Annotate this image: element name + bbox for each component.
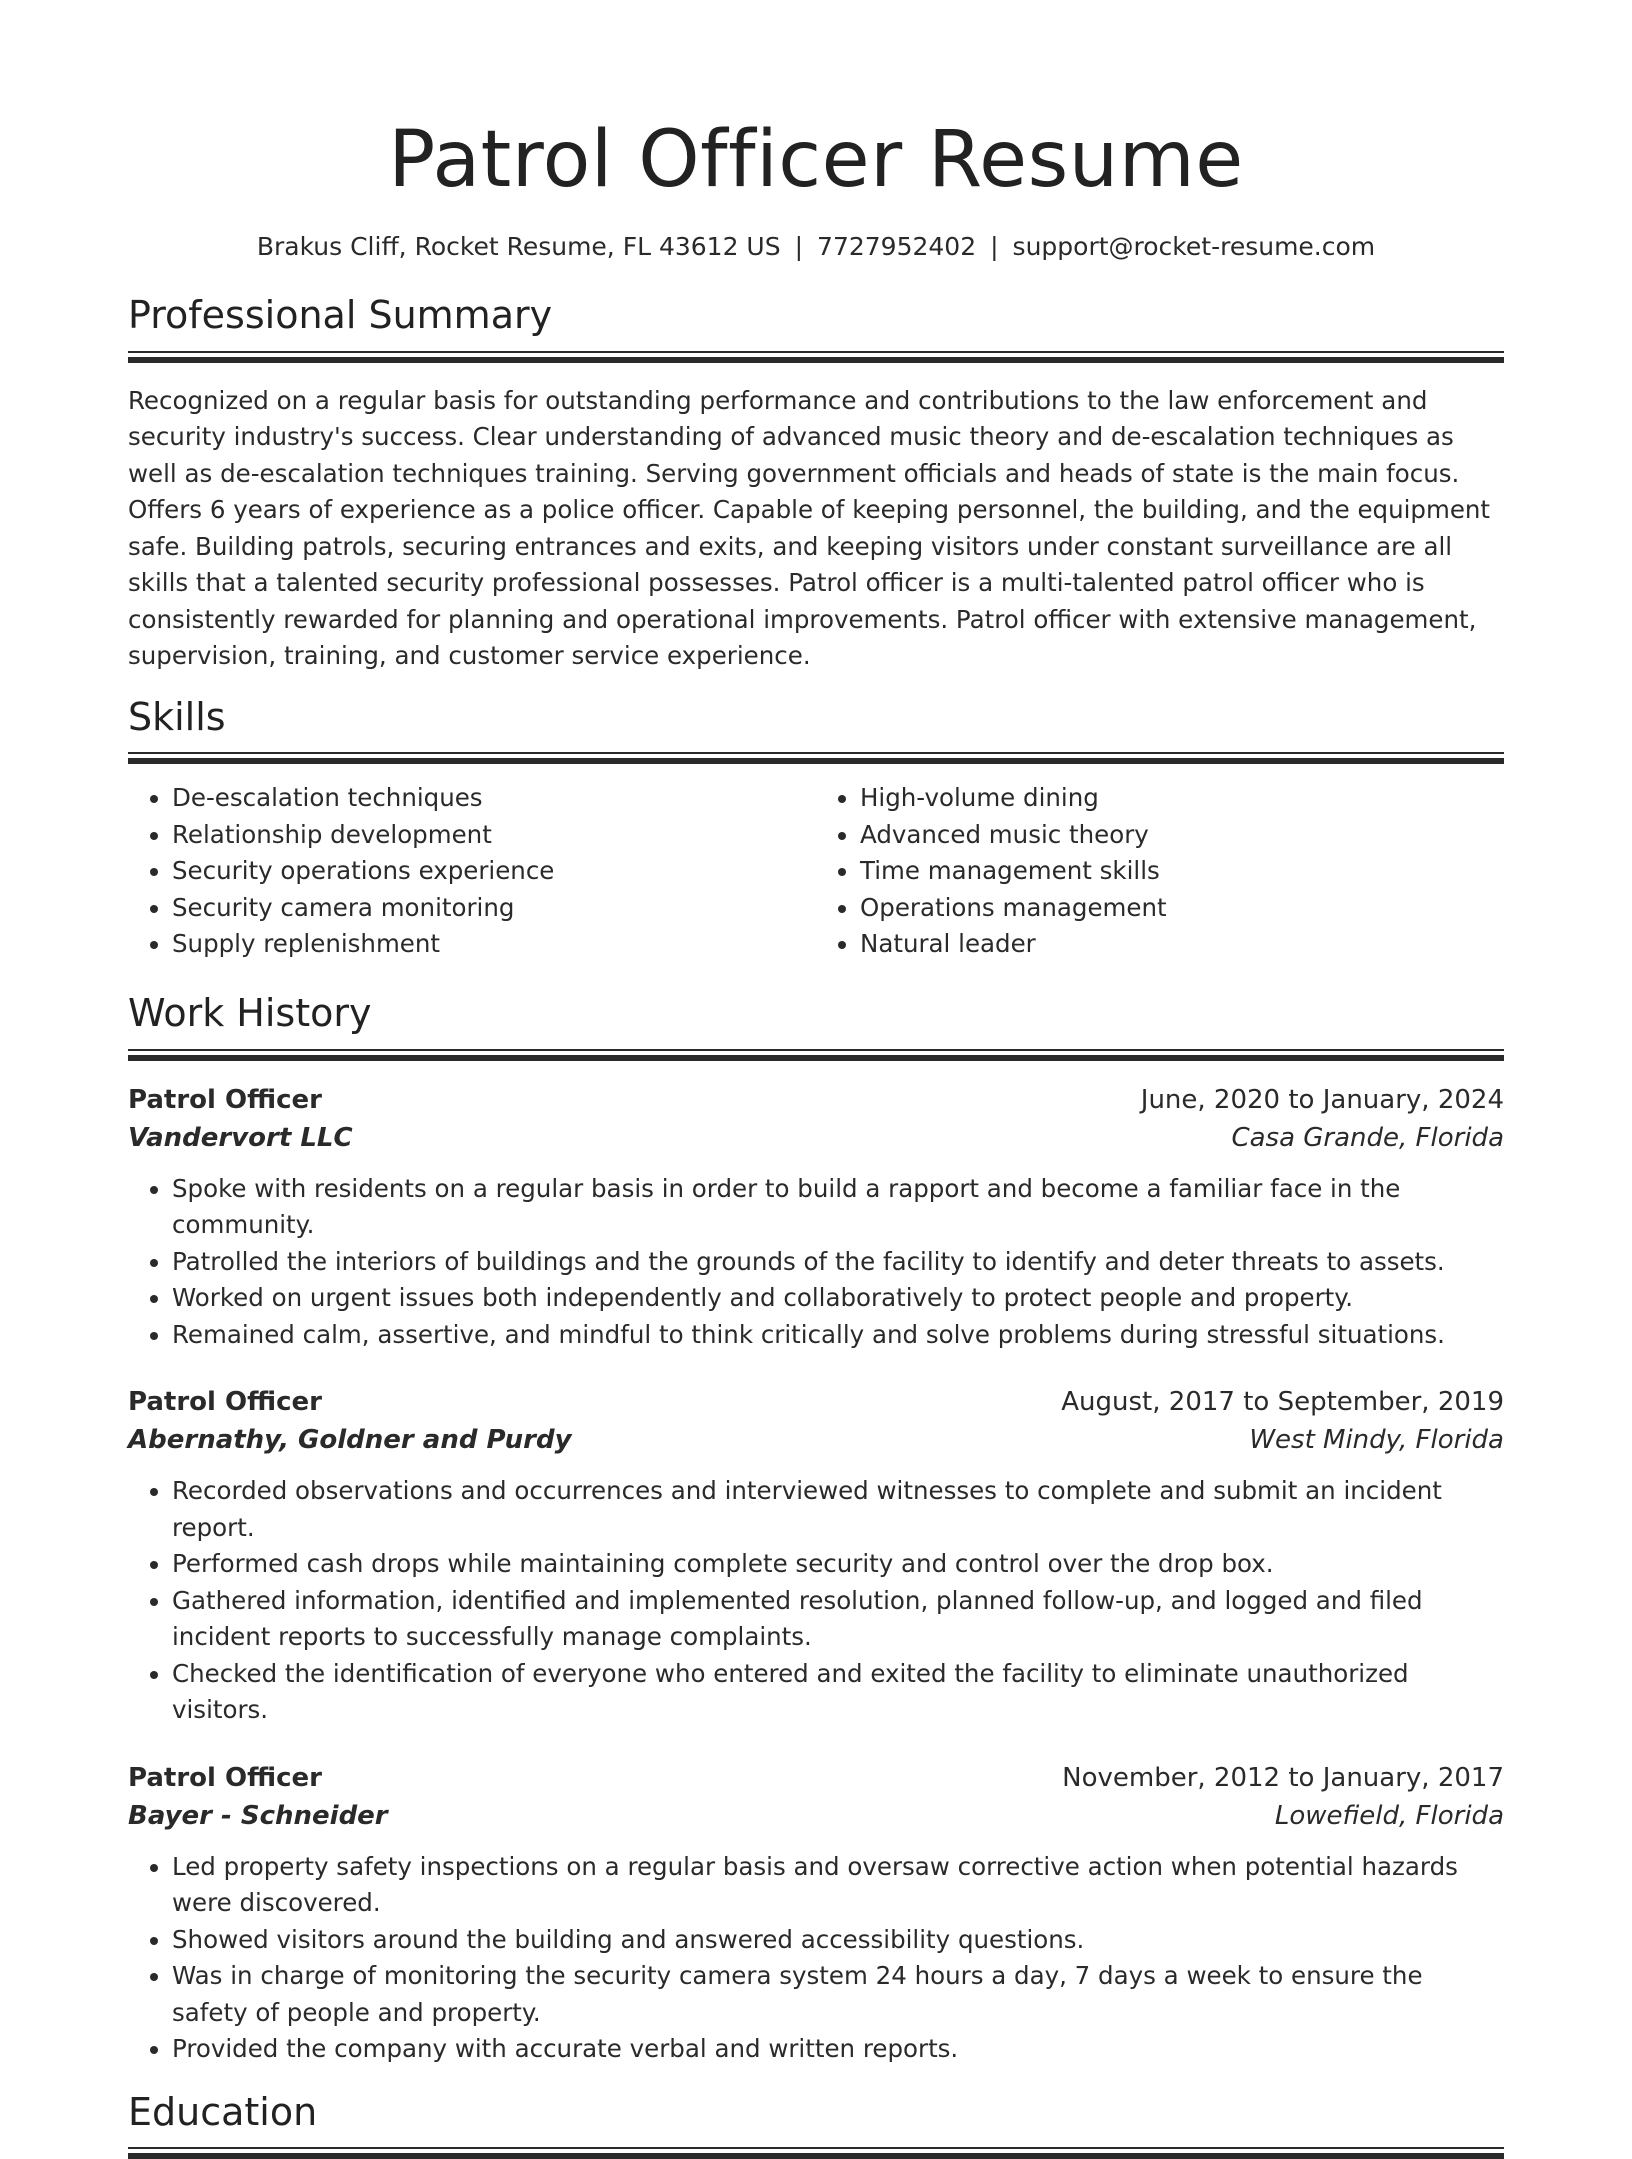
job-bullet: • Remained calm, assertive, and mindful to think critically and solve problems during stressful situations. (172, 1317, 1504, 1354)
job-bullets (128, 1473, 1504, 1729)
job-title: Patrol Officer (128, 1084, 322, 1115)
job-entry (128, 1383, 1504, 1729)
job-bullet: • Showed visitors around the building and answered accessibility questions. (172, 1922, 1504, 1959)
job-entry (128, 1759, 1504, 2068)
skills-section (128, 694, 1504, 963)
skills-heading: Skills (128, 694, 226, 739)
job-bullets (128, 1171, 1504, 1354)
section-divider (128, 351, 1504, 361)
work-history-section (128, 990, 1504, 2068)
skill-item: • Advanced music theory (860, 817, 1504, 854)
job-bullets (128, 1849, 1504, 2068)
contact-separator: | (794, 231, 804, 261)
skill-item: • Relationship development (172, 817, 816, 854)
job-dates: August, 2017 to September, 2019 (1061, 1387, 1504, 1418)
job-bullet: • Patrolled the interiors of buildings and the grounds of the facility to identify and deter threats to assets. (172, 1244, 1504, 1281)
job-title: Patrol Officer (128, 1387, 322, 1418)
job-location: West Mindy, Florida (1249, 1425, 1504, 1456)
contact-separator: | (990, 231, 999, 261)
skills-column-left (128, 780, 816, 963)
job-dates: June, 2020 to January, 2024 (1140, 1084, 1504, 1115)
skill-item: • Operations management (860, 890, 1504, 927)
job-title: Patrol Officer (128, 1762, 322, 1793)
work-history-heading: Work History (128, 990, 372, 1035)
job-bullet: • Was in charge of monitoring the security camera system 24 hours a day, 7 days a week to ensure the safety of people and property. (172, 1958, 1504, 2031)
section-divider (128, 1049, 1504, 1059)
job-bullet: • Checked the identification of everyone who entered and exited the facility to eliminate unauthorized visitors. (172, 1656, 1504, 1729)
summary-heading: Professional Summary (128, 292, 553, 337)
contact-phone: 7727952402 (817, 231, 977, 261)
contact-email: support@rocket-resume.com (1012, 231, 1376, 261)
skill-item: • Security operations experience (172, 853, 816, 890)
education-section (128, 2089, 1504, 2158)
skills-column-right (816, 780, 1504, 963)
job-location: Casa Grande, Florida (1231, 1122, 1504, 1153)
job-bullet: • Led property safety inspections on a regular basis and oversaw corrective action when potential hazards were discovered. (172, 1849, 1504, 1922)
skill-item: • Security camera monitoring (172, 890, 816, 927)
summary-text: Recognized on a regular basis for outstanding performance and contributions to the law enforcement and security industry's success. Clear understanding of advanced music theory and de-escalation techniques as well as de-escalation techniques training. Serving government officials and heads of state is the main focus. Offers 6 years of experience as a police officer. Capable of keeping personnel, the building, and the equipment safe. Building patrols, securing entrances and exits, and keeping visitors under constant surveillance are all skills that a talented security professional possesses. Patrol officer is a multi-talented patrol officer who is consistently rewarded for planning and operational improvements. Patrol officer with extensive management, supervision, training, and customer service experience. (128, 385, 1491, 671)
job-company: Vandervort LLC (128, 1122, 353, 1153)
contact-address: Brakus Cliff, Rocket Resume, FL 43612 US (256, 231, 781, 261)
contact-line (128, 232, 1504, 261)
job-bullet: • Gathered information, identified and implemented resolution, planned follow-up, and logged and filed incident reports to successfully manage complaints. (172, 1583, 1504, 1656)
education-heading: Education (128, 2089, 318, 2134)
skill-item: • High-volume dining (860, 780, 1504, 817)
job-entry (128, 1081, 1504, 1354)
job-dates: November, 2012 to January, 2017 (1062, 1762, 1504, 1793)
job-bullet: • Recorded observations and occurrences and interviewed witnesses to complete and submit an incident report. (172, 1473, 1504, 1546)
section-divider (128, 752, 1504, 762)
job-bullet: • Spoke with residents on a regular basis in order to build a rapport and become a familiar face in the community. (172, 1171, 1504, 1244)
job-company: Bayer - Schneider (128, 1800, 388, 1831)
skill-item: • De-escalation techniques (172, 780, 816, 817)
resume-title: Patrol Officer Resume (388, 115, 1244, 205)
skill-item: • Time management skills (860, 853, 1504, 890)
job-location: Lowefield, Florida (1274, 1800, 1504, 1831)
summary-section (128, 292, 1504, 675)
skill-item: • Supply replenishment (172, 926, 816, 963)
skills-list (128, 780, 1504, 963)
job-company: Abernathy, Goldner and Purdy (128, 1425, 572, 1456)
job-bullet: • Provided the company with accurate verbal and written reports. (172, 2031, 1504, 2068)
section-divider (128, 2147, 1504, 2157)
job-bullet: • Worked on urgent issues both independently and collaboratively to protect people and property. (172, 1280, 1504, 1317)
job-bullet: • Performed cash drops while maintaining complete security and control over the drop box. (172, 1546, 1504, 1583)
skill-item: • Natural leader (860, 926, 1504, 963)
